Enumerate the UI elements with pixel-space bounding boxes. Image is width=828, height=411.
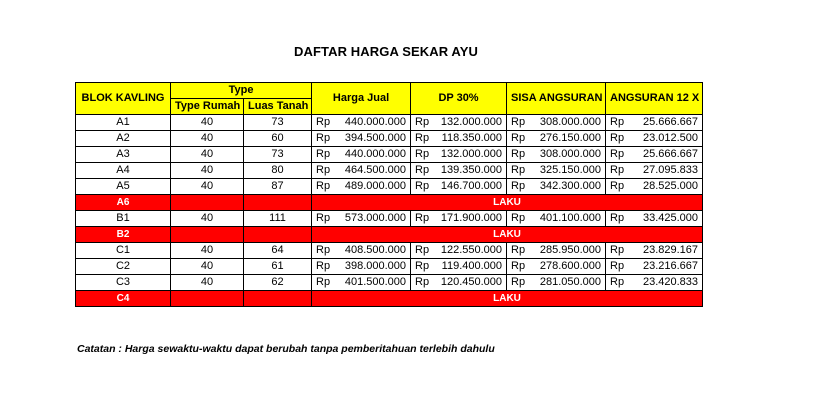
amount-value: 276.150.000 bbox=[539, 132, 602, 144]
header-type: Type bbox=[171, 83, 312, 99]
currency-label: Rp bbox=[316, 180, 331, 192]
cell-luas-tanah: 87 bbox=[244, 179, 312, 195]
cell-dp bbox=[411, 163, 507, 179]
currency-label: Rp bbox=[415, 244, 430, 256]
cell-type-rumah bbox=[171, 227, 244, 243]
price-table bbox=[75, 82, 703, 307]
amount-value: 281.050.000 bbox=[539, 276, 602, 288]
cell-sisa-angsuran bbox=[507, 179, 606, 195]
amount-value: 171.900.000 bbox=[440, 212, 503, 224]
sold-badge: LAKU bbox=[312, 195, 703, 211]
table-row bbox=[76, 275, 703, 291]
table-row bbox=[76, 211, 703, 227]
currency-label: Rp bbox=[511, 244, 526, 256]
cell-luas-tanah: 61 bbox=[244, 259, 312, 275]
cell-sisa-angsuran bbox=[507, 131, 606, 147]
currency-label: Rp bbox=[511, 116, 526, 128]
cell-type-rumah bbox=[171, 195, 244, 211]
table-row bbox=[76, 115, 703, 131]
header-luas-tanah: Luas Tanah bbox=[244, 99, 312, 115]
currency-label: Rp bbox=[610, 132, 625, 144]
cell-blok: A2 bbox=[76, 131, 171, 147]
cell-angsuran bbox=[606, 211, 703, 227]
cell-harga-jual bbox=[312, 147, 411, 163]
cell-type-rumah bbox=[171, 291, 244, 307]
amount-value: 23.012.500 bbox=[642, 132, 699, 144]
cell-type-rumah: 40 bbox=[171, 179, 244, 195]
cell-type-rumah: 40 bbox=[171, 275, 244, 291]
currency-label: Rp bbox=[316, 276, 331, 288]
amount-value: 27.095.833 bbox=[642, 164, 699, 176]
footnote: Catatan : Harga sewaktu-waktu dapat berubah tanpa pemberitahuan terlebih dahulu bbox=[77, 343, 495, 355]
cell-harga-jual bbox=[312, 115, 411, 131]
currency-label: Rp bbox=[316, 148, 331, 160]
cell-angsuran bbox=[606, 115, 703, 131]
table-row bbox=[76, 243, 703, 259]
cell-dp bbox=[411, 115, 507, 131]
currency-label: Rp bbox=[415, 276, 430, 288]
cell-harga-jual bbox=[312, 211, 411, 227]
cell-dp bbox=[411, 131, 507, 147]
cell-luas-tanah: 80 bbox=[244, 163, 312, 179]
cell-type-rumah: 40 bbox=[171, 147, 244, 163]
amount-value: 440.000.000 bbox=[344, 148, 407, 160]
cell-luas-tanah: 64 bbox=[244, 243, 312, 259]
cell-type-rumah: 40 bbox=[171, 259, 244, 275]
cell-luas-tanah: 62 bbox=[244, 275, 312, 291]
cell-harga-jual bbox=[312, 131, 411, 147]
cell-harga-jual bbox=[312, 275, 411, 291]
amount-value: 23.420.833 bbox=[642, 276, 699, 288]
amount-value: 489.000.000 bbox=[344, 180, 407, 192]
cell-blok: C2 bbox=[76, 259, 171, 275]
currency-label: Rp bbox=[316, 212, 331, 224]
amount-value: 25.666.667 bbox=[642, 116, 699, 128]
amount-value: 119.400.000 bbox=[441, 260, 503, 272]
cell-luas-tanah bbox=[244, 227, 312, 243]
currency-label: Rp bbox=[511, 132, 526, 144]
cell-dp bbox=[411, 275, 507, 291]
header-harga-jual: Harga Jual bbox=[312, 83, 411, 115]
cell-blok: B2 bbox=[76, 227, 171, 243]
page-title: DAFTAR HARGA SEKAR AYU bbox=[294, 44, 478, 59]
amount-value: 122.550.000 bbox=[440, 244, 503, 256]
currency-label: Rp bbox=[511, 212, 526, 224]
amount-value: 342.300.000 bbox=[539, 180, 602, 192]
sold-badge: LAKU bbox=[312, 227, 703, 243]
cell-luas-tanah: 111 bbox=[244, 211, 312, 227]
cell-angsuran bbox=[606, 275, 703, 291]
currency-label: Rp bbox=[316, 164, 331, 176]
cell-sisa-angsuran bbox=[507, 115, 606, 131]
cell-luas-tanah bbox=[244, 195, 312, 211]
cell-angsuran bbox=[606, 243, 703, 259]
table-row-sold bbox=[76, 227, 703, 243]
currency-label: Rp bbox=[610, 164, 625, 176]
cell-type-rumah: 40 bbox=[171, 243, 244, 259]
amount-value: 308.000.000 bbox=[539, 148, 602, 160]
amount-value: 573.000.000 bbox=[344, 212, 407, 224]
amount-value: 118.350.000 bbox=[441, 132, 503, 144]
cell-angsuran bbox=[606, 179, 703, 195]
cell-dp bbox=[411, 147, 507, 163]
currency-label: Rp bbox=[316, 260, 331, 272]
cell-luas-tanah: 73 bbox=[244, 115, 312, 131]
cell-sisa-angsuran bbox=[507, 243, 606, 259]
amount-value: 398.000.000 bbox=[344, 260, 407, 272]
cell-blok: A1 bbox=[76, 115, 171, 131]
amount-value: 23.829.167 bbox=[642, 244, 699, 256]
currency-label: Rp bbox=[610, 244, 625, 256]
amount-value: 132.000.000 bbox=[440, 148, 503, 160]
header-dp: DP 30% bbox=[411, 83, 507, 115]
amount-value: 139.350.000 bbox=[440, 164, 503, 176]
currency-label: Rp bbox=[415, 148, 430, 160]
price-table-body bbox=[76, 115, 703, 307]
amount-value: 146.700.000 bbox=[440, 180, 503, 192]
currency-label: Rp bbox=[610, 260, 625, 272]
table-row bbox=[76, 131, 703, 147]
cell-harga-jual bbox=[312, 179, 411, 195]
cell-blok: A4 bbox=[76, 163, 171, 179]
cell-harga-jual bbox=[312, 243, 411, 259]
currency-label: Rp bbox=[511, 180, 526, 192]
currency-label: Rp bbox=[610, 180, 625, 192]
cell-harga-jual bbox=[312, 163, 411, 179]
amount-value: 408.500.000 bbox=[344, 244, 407, 256]
table-row-sold bbox=[76, 195, 703, 211]
cell-angsuran bbox=[606, 131, 703, 147]
currency-label: Rp bbox=[610, 116, 625, 128]
table-row-sold bbox=[76, 291, 703, 307]
cell-angsuran bbox=[606, 259, 703, 275]
amount-value: 120.450.000 bbox=[440, 276, 503, 288]
currency-label: Rp bbox=[415, 164, 430, 176]
amount-value: 308.000.000 bbox=[539, 116, 602, 128]
sold-badge: LAKU bbox=[312, 291, 703, 307]
amount-value: 401.100.000 bbox=[539, 212, 602, 224]
currency-label: Rp bbox=[511, 276, 526, 288]
cell-sisa-angsuran bbox=[507, 163, 606, 179]
cell-type-rumah: 40 bbox=[171, 115, 244, 131]
cell-blok: A3 bbox=[76, 147, 171, 163]
cell-dp bbox=[411, 179, 507, 195]
amount-value: 440.000.000 bbox=[344, 116, 407, 128]
cell-angsuran bbox=[606, 163, 703, 179]
amount-value: 464.500.000 bbox=[344, 164, 407, 176]
cell-dp bbox=[411, 259, 507, 275]
cell-blok: B1 bbox=[76, 211, 171, 227]
currency-label: Rp bbox=[415, 116, 430, 128]
cell-sisa-angsuran bbox=[507, 211, 606, 227]
amount-value: 28.525.000 bbox=[642, 180, 699, 192]
table-row bbox=[76, 259, 703, 275]
cell-blok: A5 bbox=[76, 179, 171, 195]
amount-value: 325.150.000 bbox=[539, 164, 602, 176]
currency-label: Rp bbox=[415, 132, 430, 144]
cell-sisa-angsuran bbox=[507, 147, 606, 163]
table-row bbox=[76, 163, 703, 179]
cell-blok: C1 bbox=[76, 243, 171, 259]
cell-type-rumah: 40 bbox=[171, 211, 244, 227]
cell-type-rumah: 40 bbox=[171, 163, 244, 179]
table-row bbox=[76, 179, 703, 195]
cell-dp bbox=[411, 211, 507, 227]
currency-label: Rp bbox=[316, 244, 331, 256]
cell-luas-tanah bbox=[244, 291, 312, 307]
amount-value: 23.216.667 bbox=[642, 260, 699, 272]
currency-label: Rp bbox=[511, 164, 526, 176]
cell-blok: C3 bbox=[76, 275, 171, 291]
cell-luas-tanah: 60 bbox=[244, 131, 312, 147]
currency-label: Rp bbox=[415, 180, 430, 192]
header-angsuran: ANGSURAN 12 X bbox=[606, 83, 703, 115]
cell-angsuran bbox=[606, 147, 703, 163]
cell-blok: A6 bbox=[76, 195, 171, 211]
cell-sisa-angsuran bbox=[507, 259, 606, 275]
amount-value: 132.000.000 bbox=[440, 116, 503, 128]
cell-type-rumah: 40 bbox=[171, 131, 244, 147]
amount-value: 285.950.000 bbox=[539, 244, 602, 256]
currency-label: Rp bbox=[511, 148, 526, 160]
currency-label: Rp bbox=[511, 260, 526, 272]
amount-value: 25.666.667 bbox=[642, 148, 699, 160]
amount-value: 394.500.000 bbox=[344, 132, 407, 144]
currency-label: Rp bbox=[415, 260, 430, 272]
cell-luas-tanah: 73 bbox=[244, 147, 312, 163]
cell-dp bbox=[411, 243, 507, 259]
currency-label: Rp bbox=[610, 276, 625, 288]
currency-label: Rp bbox=[316, 132, 331, 144]
cell-harga-jual bbox=[312, 259, 411, 275]
currency-label: Rp bbox=[316, 116, 331, 128]
header-sisa-angsuran: SISA ANGSURAN bbox=[507, 83, 606, 115]
cell-blok: C4 bbox=[76, 291, 171, 307]
amount-value: 278.600.000 bbox=[539, 260, 602, 272]
amount-value: 33.425.000 bbox=[642, 212, 699, 224]
currency-label: Rp bbox=[610, 212, 625, 224]
currency-label: Rp bbox=[415, 212, 430, 224]
header-blok-kavling: BLOK KAVLING bbox=[76, 83, 171, 115]
currency-label: Rp bbox=[610, 148, 625, 160]
amount-value: 401.500.000 bbox=[344, 276, 407, 288]
table-row bbox=[76, 147, 703, 163]
cell-sisa-angsuran bbox=[507, 275, 606, 291]
header-type-rumah: Type Rumah bbox=[171, 99, 244, 115]
